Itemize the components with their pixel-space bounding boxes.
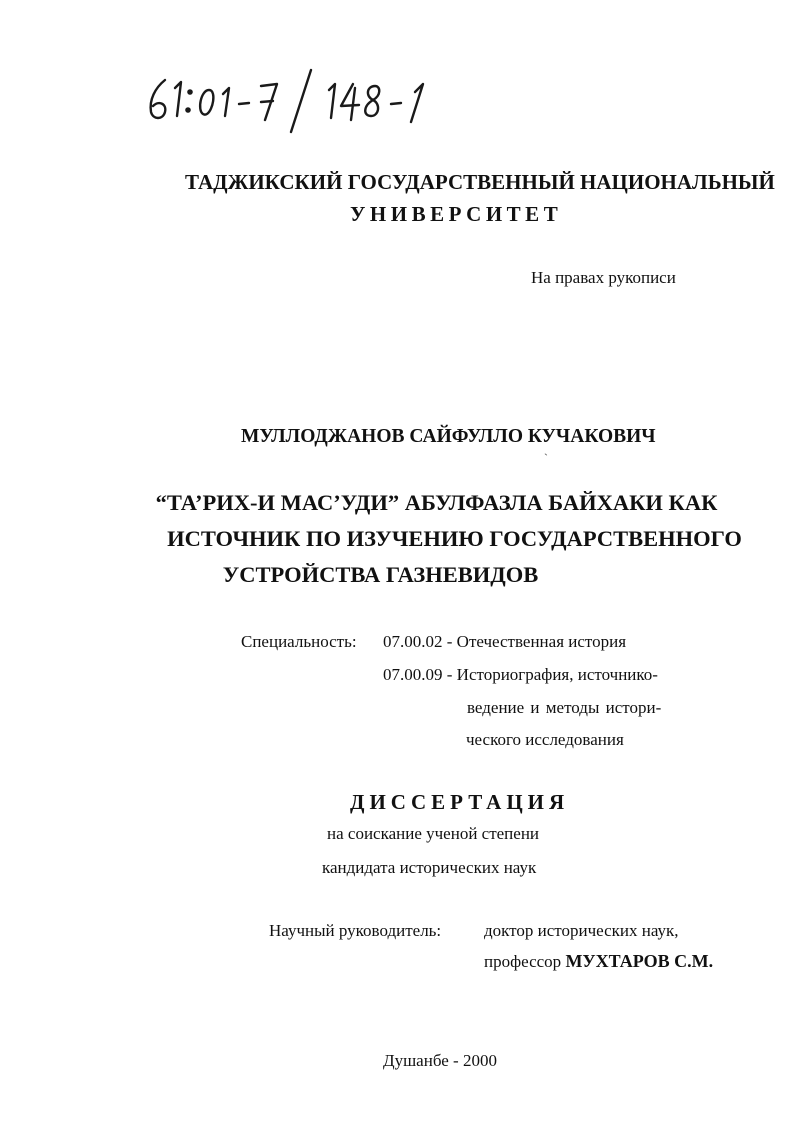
specialty-line1: 07.00.02 - Отечественная история (383, 632, 627, 651)
advisor-name-line (484, 951, 713, 972)
advisor-title: профессор (484, 952, 562, 971)
rights-note: На правах рукописи (531, 268, 676, 287)
dissertation-title-line2: ИСТОЧНИК ПО ИЗУЧЕНИЮ ГОСУДАРСТВЕННОГО (167, 526, 742, 551)
dissertation-title-line1: “ТА’РИХ-И МАС’УДИ” АБУЛФАЗЛА БАЙХАКИ КАК (155, 490, 718, 515)
document-type-heading: ДИССЕРТАЦИЯ (350, 790, 570, 814)
specialty-line3: ведение и методы истори- (467, 698, 662, 717)
specialty-label: Специальность: (241, 632, 357, 651)
specialty-line4: ческого исследования (466, 730, 624, 749)
city-year: Душанбе - 2000 (383, 1051, 497, 1070)
university-name-line2: УНИВЕРСИТЕТ (350, 202, 563, 226)
advisor-degree: доктор исторических наук, (484, 921, 679, 940)
dissertation-title-line3: УСТРОЙСТВА ГАЗНЕВИДОВ (222, 562, 539, 587)
handwritten-archive-code-drawing (143, 66, 483, 136)
handwritten-archive-code (143, 66, 483, 136)
degree-line2: кандидата исторических наук (322, 858, 537, 877)
university-name-line1: ТАДЖИКСКИЙ ГОСУДАРСТВЕННЫЙ НАЦИОНАЛЬНЫЙ (185, 170, 775, 194)
scan-mark: ` (544, 451, 548, 465)
degree-line1: на соискание ученой степени (327, 824, 540, 843)
author-name: МУЛЛОДЖАНОВ САЙФУЛЛО КУЧАКОВИЧ (241, 426, 656, 447)
specialty-line2: 07.00.09 - Историография, источнико- (383, 665, 658, 684)
advisor-name: МУХТАРОВ С.М. (565, 951, 714, 971)
advisor-label: Научный руководитель: (269, 921, 442, 940)
